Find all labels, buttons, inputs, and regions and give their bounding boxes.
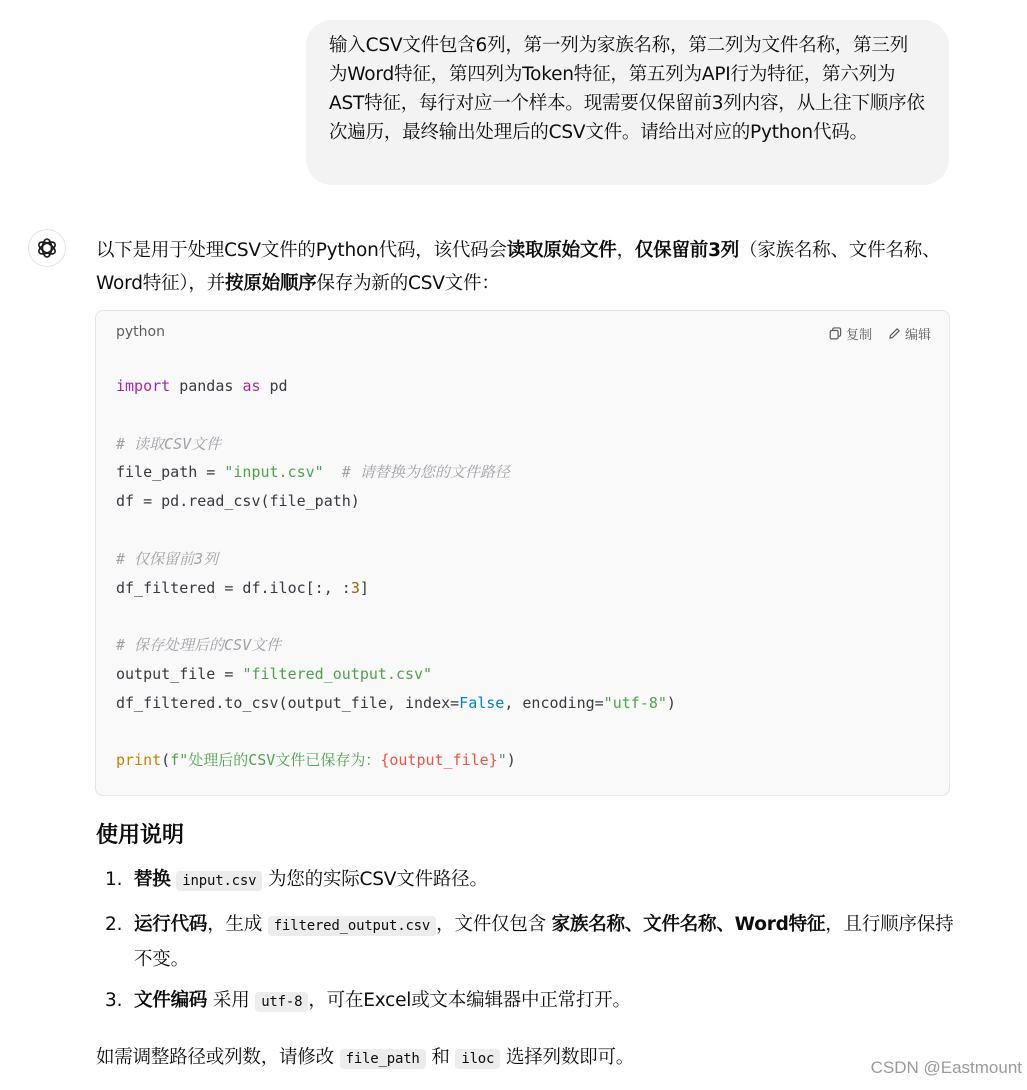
step-description: 采用 xyxy=(212,990,250,1011)
edit-label: 编辑 xyxy=(904,328,931,343)
assistant-avatar xyxy=(28,229,66,267)
step-number: 3. xyxy=(105,990,123,1011)
step-number: 2. xyxy=(105,914,123,935)
step-bold: 运行代码 xyxy=(134,914,208,935)
step-description: ，生成 xyxy=(207,914,263,935)
code-line-12: df_filtered.to_csv(output_file, index=False, encoding="utf-8") xyxy=(116,693,676,712)
copy-label: 复制 xyxy=(845,328,872,343)
closing-text: 选择列数即可。 xyxy=(505,1047,635,1068)
edit-pencil-icon xyxy=(888,327,901,340)
code-content xyxy=(116,372,676,775)
code-line-8: df_filtered = df.iloc[:, :3] xyxy=(116,578,369,597)
code-language-label: python xyxy=(116,324,165,340)
step-bold-columns: 家族名称、文件名称、Word特征 xyxy=(551,914,826,935)
copy-code-button[interactable] xyxy=(829,324,872,343)
code-line-10: # 保存处理后的CSV文件 xyxy=(116,636,282,655)
code-line-7: # 仅保留前3列 xyxy=(116,549,219,568)
closing-text: 和 xyxy=(431,1047,450,1068)
code-line-5: df = pd.read_csv(file_path) xyxy=(116,492,360,511)
intro-text-4: 保存为新的CSV文件： xyxy=(316,273,500,294)
intro-text-3: （家族名称、文件名称、Word特征），并 xyxy=(96,240,941,294)
copy-icon xyxy=(829,327,842,340)
inline-code-iloc: iloc xyxy=(455,1049,500,1069)
inline-code-input-csv: input.csv xyxy=(176,871,262,891)
step-text xyxy=(134,984,954,1019)
code-line-4: file_path = "input.csv" # 请替换为您的文件路径 xyxy=(116,463,510,482)
step-bold: 替换 xyxy=(134,869,171,890)
step-description: ，可在Excel或文本编辑器中正常打开。 xyxy=(308,990,631,1011)
usage-section-title: 使用说明 xyxy=(96,823,185,848)
user-message-text: 输入CSV文件包含6列，第一列为家族名称，第二列为文件名称，第三列为Word特征，第四列为Token特征，第五列为API行为特征，第六列为AST特征，每行对应一个样本。现需要仅保留前3列内容，从上往下顺序依次遍历，最终输出处理后的CSV文件。请给出对应的Python代码。 xyxy=(329,35,925,143)
code-line-1: import pandas as pd xyxy=(116,377,288,395)
assistant-intro-paragraph xyxy=(96,234,954,300)
intro-bold-original-order: 按原始顺序 xyxy=(225,273,317,294)
code-line-3: # 读取CSV文件 xyxy=(116,434,222,453)
code-block xyxy=(95,310,950,796)
intro-bold-keep-first-3: 仅保留前3列 xyxy=(634,240,740,261)
step-description: ，文件仅包含 xyxy=(436,914,546,935)
inline-code-file-path: file_path xyxy=(340,1049,426,1069)
step-number: 1. xyxy=(105,869,123,890)
intro-text-1: 以下是用于处理CSV文件的Python代码，该代码会 xyxy=(96,240,507,261)
user-message-bubble xyxy=(306,20,949,185)
closing-paragraph xyxy=(96,1041,634,1076)
intro-bold-read-original: 读取原始文件 xyxy=(506,240,617,261)
code-line-11: output_file = "filtered_output.csv" xyxy=(116,664,433,683)
closing-text: 如需调整路径或列数，请修改 xyxy=(96,1047,334,1068)
csdn-watermark: CSDN @Eastmount xyxy=(870,1058,1022,1077)
edit-code-button[interactable] xyxy=(888,324,931,343)
inline-code-utf8: utf-8 xyxy=(255,992,308,1012)
step-description: 为您的实际CSV文件路径。 xyxy=(268,869,488,890)
inline-code-filtered-output: filtered_output.csv xyxy=(268,916,436,936)
intro-text-2: ， xyxy=(616,240,635,261)
code-actions xyxy=(829,324,931,343)
step-text xyxy=(134,863,954,898)
openai-logo-icon xyxy=(35,236,59,260)
step-text xyxy=(134,908,954,976)
step-description: ，且行顺序保持不变。 xyxy=(134,914,954,970)
step-bold: 文件编码 xyxy=(134,990,208,1011)
code-line-14: print(f"处理后的CSV文件已保存为：{output_file}") xyxy=(116,751,516,770)
